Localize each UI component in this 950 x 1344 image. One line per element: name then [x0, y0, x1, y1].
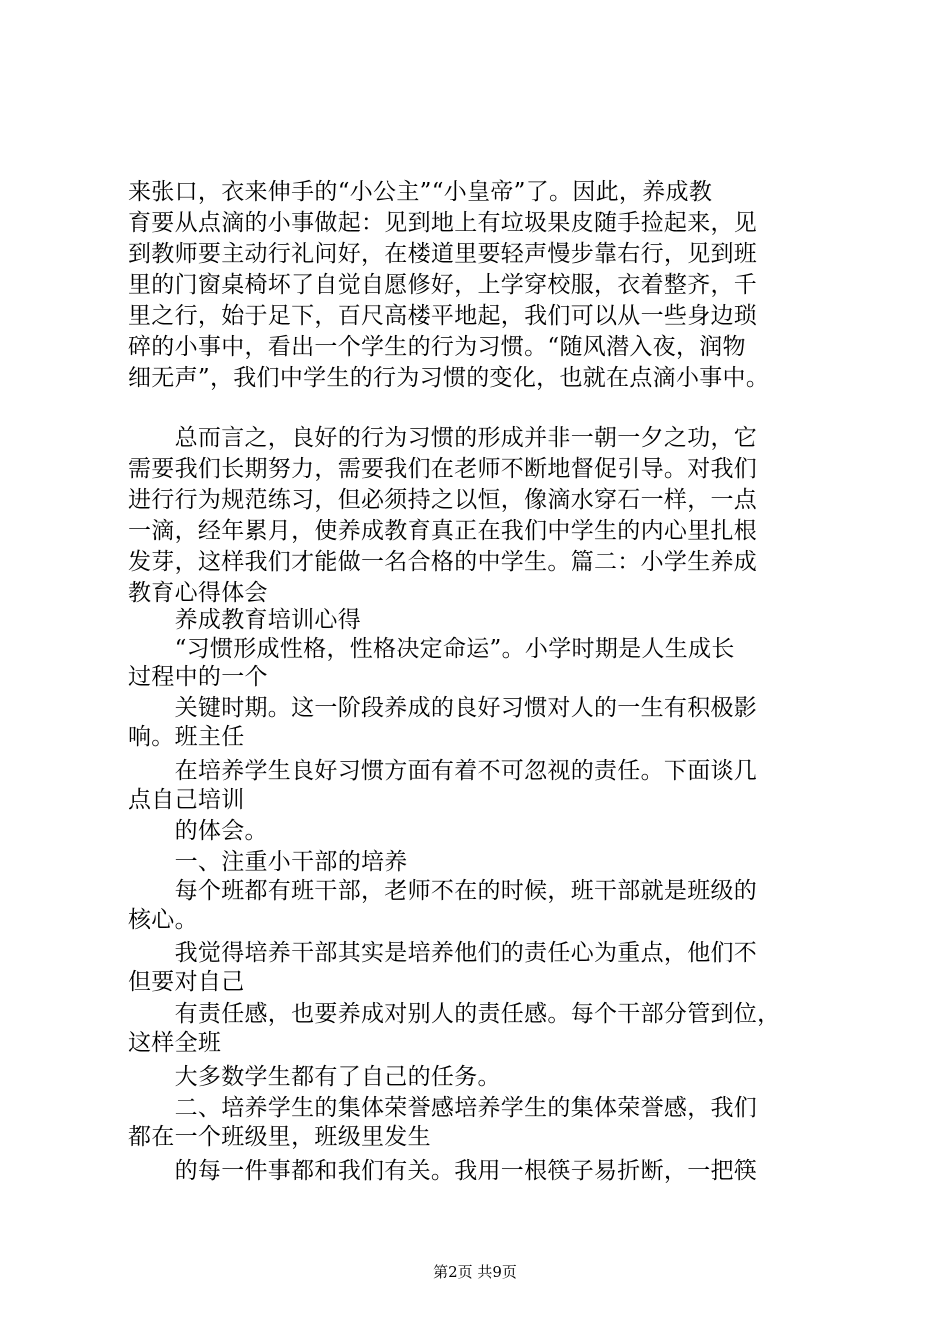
body-text-line: 发芽，这样我们才能做一名合格的中学生。篇二：小学生养成: [128, 549, 758, 575]
body-text-line: 关键时期。这一阶段养成的良好习惯对人的一生有积极影: [128, 695, 758, 721]
body-text-line: 都在一个班级里，班级里发生: [128, 1124, 431, 1150]
section-heading: 二、培养学生的集体荣誉感培养学生的集体荣誉感，我们: [128, 1095, 758, 1121]
body-text-line: 一滴，经年累月，使养成教育真正在我们中学生的内心里扎根: [128, 518, 758, 544]
body-text-line: 里的门窗桌椅坏了自觉自愿修好，上学穿校服，衣着整齐，千: [128, 272, 758, 298]
body-text-line: 但要对自己: [128, 969, 245, 995]
body-text-line: 育要从点滴的小事做起：见到地上有垃圾果皮随手捡起来，见: [128, 210, 758, 236]
body-text-line: 来张口，衣来伸手的“小公主”“小皇帝”了。因此，养成教: [128, 179, 713, 205]
body-text-line: 细无声”，我们中学生的行为习惯的变化，也就在点滴小事中。: [128, 365, 770, 391]
body-text-line: 的每一件事都和我们有关。我用一根筷子易折断，一把筷: [128, 1158, 758, 1184]
body-text-line: 这样全班: [128, 1030, 222, 1056]
body-text-line: 到教师要主动行礼问好，在楼道里要轻声慢步靠右行，见到班: [128, 241, 758, 267]
body-text-line: 过程中的一个: [128, 664, 268, 690]
body-text-line: 点自己培训: [128, 787, 245, 813]
section-heading: 养成教育培训心得: [128, 607, 361, 633]
body-text-line: 需要我们长期努力，需要我们在老师不断地督促引导。对我们: [128, 456, 758, 482]
body-text-line: 碎的小事中，看出一个学生的行为习惯。“随风潜入夜，润物: [128, 334, 746, 360]
body-text-line: 里之行，始于足下，百尺高楼平地起，我们可以从一些身边琐: [128, 303, 758, 329]
body-text-line: 大多数学生都有了自己的任务。: [128, 1064, 501, 1090]
body-text-line: “习惯形成性格，性格决定命运”。小学时期是人生成长: [128, 636, 735, 662]
body-text-line: 的体会。: [128, 818, 268, 844]
body-text-line: 进行行为规范练习，但必须持之以恒，像滴水穿石一样，一点: [128, 487, 758, 513]
body-text-line: 总而言之，良好的行为习惯的形成并非一朝一夕之功，它: [128, 425, 758, 451]
body-text-line: 在培养学生良好习惯方面有着不可忽视的责任。下面谈几: [128, 758, 758, 784]
body-text-line: 响。班主任: [128, 724, 245, 750]
body-text-line: 核心。: [128, 907, 198, 933]
section-heading: 一、注重小干部的培养: [128, 849, 408, 875]
body-text-line: 有责任感，也要养成对别人的责任感。每个干部分管到位，: [128, 1001, 781, 1027]
page-number-footer: 第2页 共9页: [433, 1263, 517, 1281]
body-text-line: 教育心得体会: [128, 580, 268, 606]
body-text-line: 我觉得培养干部其实是培养他们的责任心为重点，他们不: [128, 940, 758, 966]
body-text-line: 每个班都有班干部，老师不在的时候，班干部就是班级的: [128, 878, 758, 904]
